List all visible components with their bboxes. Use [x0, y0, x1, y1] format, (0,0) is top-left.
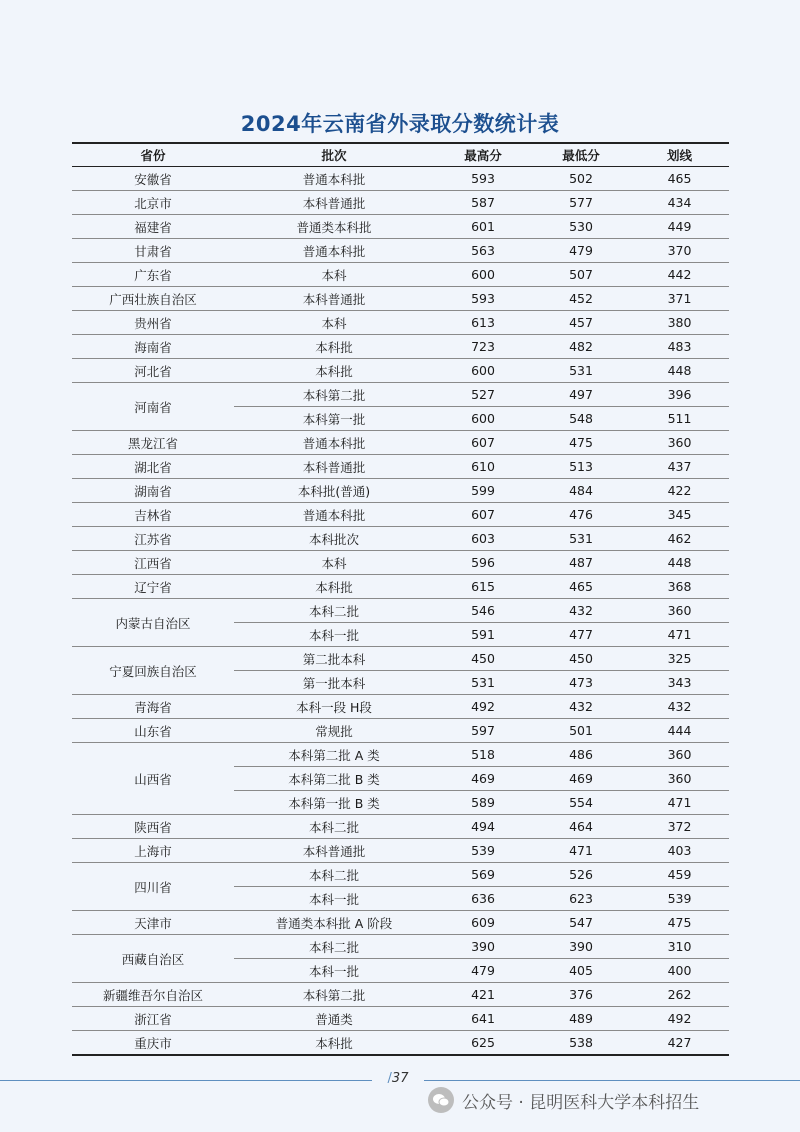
max-score-cell: 610 — [434, 455, 532, 479]
table-row — [72, 935, 729, 959]
cutoff-line-cell: 262 — [630, 983, 729, 1007]
max-score-cell: 609 — [434, 911, 532, 935]
batch-cell: 本科 — [234, 311, 434, 335]
header-batch: 批次 — [234, 143, 434, 167]
province-cell: 海南省 — [72, 335, 234, 359]
province-cell: 宁夏回族自治区 — [72, 647, 234, 695]
province-cell: 安徽省 — [72, 167, 234, 191]
min-score-cell: 477 — [532, 623, 630, 647]
min-score-cell: 479 — [532, 239, 630, 263]
cutoff-line-cell: 427 — [667, 1035, 692, 1050]
table-row — [72, 263, 729, 287]
max-score-cell: 607 — [434, 503, 532, 527]
province-cell: 西藏自治区 — [72, 935, 234, 983]
table-row — [72, 743, 729, 767]
max-score-cell: 492 — [434, 695, 532, 719]
max-score-cell: 600 — [434, 263, 532, 287]
min-score-cell: 432 — [532, 695, 630, 719]
table-row — [72, 503, 729, 527]
max-score-cell: 641 — [434, 1007, 532, 1031]
province-cell: 辽宁省 — [72, 575, 234, 599]
min-score-cell: 473 — [532, 671, 630, 695]
table-row — [72, 1031, 729, 1056]
batch-cell: 普通类本科批 A 阶段 — [234, 911, 434, 935]
min-score-cell: 513 — [532, 455, 630, 479]
table-row — [72, 359, 729, 383]
table-row — [72, 287, 729, 311]
min-score-cell: 548 — [532, 407, 630, 431]
table-header-row — [72, 143, 729, 167]
province-cell: 河北省 — [72, 359, 234, 383]
cutoff-line-cell: 444 — [630, 719, 729, 743]
max-score-cell: 600 — [434, 359, 532, 383]
province-cell: 贵州省 — [72, 311, 234, 335]
cutoff-line-cell: 442 — [630, 263, 729, 287]
min-score-cell: 432 — [532, 599, 630, 623]
table-row — [72, 479, 729, 503]
max-score-cell: 596 — [434, 551, 532, 575]
batch-cell: 普通类本科批 — [234, 215, 434, 239]
min-score-cell: 487 — [532, 551, 630, 575]
max-score-cell: 597 — [434, 719, 532, 743]
min-score-cell: 471 — [532, 839, 630, 863]
province-cell: 江苏省 — [72, 527, 234, 551]
batch-cell: 本科 — [234, 263, 434, 287]
batch-cell: 本科普通批 — [234, 839, 434, 863]
max-score-cell: 569 — [434, 863, 532, 887]
cutoff-line-cell: 371 — [630, 287, 729, 311]
table-body — [72, 167, 729, 1056]
cutoff-line-cell: 360 — [630, 767, 729, 791]
table-row — [72, 527, 729, 551]
province-cell: 青海省 — [72, 695, 234, 719]
cutoff-line-cell: 448 — [630, 359, 729, 383]
batch-cell: 本科第一批 B 类 — [234, 791, 434, 815]
province-cell: 湖南省 — [72, 479, 234, 503]
page-number-value: 37 — [391, 1071, 409, 1086]
table-row — [72, 215, 729, 239]
max-score-cell: 593 — [434, 287, 532, 311]
province-cell: 吉林省 — [72, 503, 234, 527]
max-score-cell: 600 — [434, 407, 532, 431]
province-cell: 广东省 — [72, 263, 234, 287]
batch-cell: 本科批 — [315, 1035, 353, 1051]
admission-score-table — [72, 142, 729, 1056]
max-score-cell: 593 — [434, 167, 532, 191]
max-score-cell: 518 — [434, 743, 532, 767]
batch-cell: 本科普通批 — [234, 287, 434, 311]
min-score-cell: 405 — [532, 959, 630, 983]
min-score-cell: 390 — [532, 935, 630, 959]
max-score-cell: 607 — [434, 431, 532, 455]
max-score-cell: 615 — [434, 575, 532, 599]
batch-cell: 本科批(普通) — [234, 479, 434, 503]
province-cell: 四川省 — [72, 863, 234, 911]
cutoff-line-cell: 422 — [630, 479, 729, 503]
min-score-cell: 450 — [532, 647, 630, 671]
table-row — [72, 311, 729, 335]
batch-cell: 本科 — [234, 551, 434, 575]
cutoff-line-cell: 539 — [630, 887, 729, 911]
max-score-cell: 625 — [471, 1035, 495, 1050]
max-score-cell: 589 — [434, 791, 532, 815]
min-score-cell: 469 — [532, 767, 630, 791]
cutoff-line-cell: 360 — [630, 431, 729, 455]
cutoff-line-cell: 492 — [630, 1007, 729, 1031]
province-cell: 山西省 — [72, 743, 234, 815]
min-score-cell: 475 — [532, 431, 630, 455]
batch-cell: 普通本科批 — [234, 239, 434, 263]
min-score-cell: 497 — [532, 383, 630, 407]
table-row — [72, 911, 729, 935]
cutoff-line-cell: 345 — [630, 503, 729, 527]
min-score-cell: 538 — [569, 1035, 593, 1050]
batch-cell: 普通本科批 — [234, 167, 434, 191]
header-cutoff-line: 划线 — [630, 143, 729, 167]
max-score-cell: 587 — [434, 191, 532, 215]
min-score-cell: 484 — [532, 479, 630, 503]
page-title: 2024年云南省外录取分数统计表 — [240, 112, 560, 136]
page-number: /37 — [372, 1068, 424, 1090]
cutoff-line-cell: 434 — [630, 191, 729, 215]
batch-cell: 本科第二批 — [234, 383, 434, 407]
min-score-cell: 457 — [532, 311, 630, 335]
max-score-cell: 603 — [434, 527, 532, 551]
batch-cell: 第二批本科 — [234, 647, 434, 671]
cutoff-line-cell: 475 — [630, 911, 729, 935]
table-row — [72, 239, 729, 263]
max-score-cell: 494 — [434, 815, 532, 839]
batch-cell: 本科一段 H段 — [234, 695, 434, 719]
province-cell: 新疆维吾尔自治区 — [72, 983, 234, 1007]
cutoff-line-cell: 432 — [630, 695, 729, 719]
cutoff-line-cell: 403 — [630, 839, 729, 863]
table-row — [72, 983, 729, 1007]
table-row — [72, 719, 729, 743]
min-score-cell: 526 — [532, 863, 630, 887]
max-score-cell: 563 — [434, 239, 532, 263]
header-province: 省份 — [72, 143, 234, 167]
batch-cell: 第一批本科 — [234, 671, 434, 695]
min-score-cell: 547 — [532, 911, 630, 935]
cutoff-line-cell: 400 — [630, 959, 729, 983]
cutoff-line-cell: 372 — [630, 815, 729, 839]
province-cell: 北京市 — [72, 191, 234, 215]
province-cell: 陕西省 — [72, 815, 234, 839]
max-score-cell: 591 — [434, 623, 532, 647]
batch-cell: 本科二批 — [234, 863, 434, 887]
table-row — [72, 575, 729, 599]
batch-cell: 本科二批 — [234, 599, 434, 623]
batch-cell: 常规批 — [234, 719, 434, 743]
max-score-cell: 450 — [434, 647, 532, 671]
cutoff-line-cell: 471 — [630, 791, 729, 815]
batch-cell: 普通本科批 — [234, 431, 434, 455]
min-score-cell: 465 — [532, 575, 630, 599]
cutoff-line-cell: 471 — [630, 623, 729, 647]
watermark-text: 公众号 · 昆明医科大学本科招生 — [462, 1092, 700, 1113]
batch-cell: 本科一批 — [234, 623, 434, 647]
table-row — [72, 839, 729, 863]
cutoff-line-cell: 437 — [630, 455, 729, 479]
min-score-cell: 482 — [532, 335, 630, 359]
province-cell: 山东省 — [72, 719, 234, 743]
cutoff-line-cell: 448 — [630, 551, 729, 575]
min-score-cell: 452 — [532, 287, 630, 311]
table-row — [72, 455, 729, 479]
cutoff-line-cell: 310 — [630, 935, 729, 959]
max-score-cell: 527 — [434, 383, 532, 407]
cutoff-line-cell: 462 — [630, 527, 729, 551]
cutoff-line-cell: 360 — [630, 743, 729, 767]
batch-cell: 本科批 — [234, 575, 434, 599]
min-score-cell: 476 — [532, 503, 630, 527]
min-score-cell: 530 — [532, 215, 630, 239]
province-cell: 江西省 — [72, 551, 234, 575]
province-cell: 湖北省 — [72, 455, 234, 479]
province-cell: 浙江省 — [72, 1007, 234, 1031]
province-cell: 甘肃省 — [72, 239, 234, 263]
table-row — [72, 863, 729, 887]
wechat-icon — [428, 1087, 454, 1113]
table-row — [72, 431, 729, 455]
cutoff-line-cell: 368 — [630, 575, 729, 599]
table-row — [72, 335, 729, 359]
cutoff-line-cell: 459 — [630, 863, 729, 887]
province-cell: 重庆市 — [134, 1035, 172, 1051]
cutoff-line-cell: 511 — [630, 407, 729, 431]
batch-cell: 本科第一批 — [234, 407, 434, 431]
max-score-cell: 479 — [434, 959, 532, 983]
table-row — [72, 191, 729, 215]
cutoff-line-cell: 465 — [630, 167, 729, 191]
cutoff-line-cell: 483 — [630, 335, 729, 359]
province-cell: 黑龙江省 — [72, 431, 234, 455]
header-max-score: 最高分 — [434, 143, 532, 167]
batch-cell: 本科批 — [234, 359, 434, 383]
min-score-cell: 489 — [532, 1007, 630, 1031]
batch-cell: 本科二批 — [234, 935, 434, 959]
header-min-score: 最低分 — [532, 143, 630, 167]
batch-cell: 本科第二批 B 类 — [234, 767, 434, 791]
max-score-cell: 546 — [434, 599, 532, 623]
table-row — [72, 1007, 729, 1031]
table-row — [72, 551, 729, 575]
table-row — [72, 647, 729, 671]
max-score-cell: 601 — [434, 215, 532, 239]
table-row — [72, 599, 729, 623]
min-score-cell: 502 — [532, 167, 630, 191]
min-score-cell: 554 — [532, 791, 630, 815]
max-score-cell: 613 — [434, 311, 532, 335]
cutoff-line-cell: 343 — [630, 671, 729, 695]
province-cell: 广西壮族自治区 — [72, 287, 234, 311]
batch-cell: 本科二批 — [234, 815, 434, 839]
cutoff-line-cell: 396 — [630, 383, 729, 407]
min-score-cell: 501 — [532, 719, 630, 743]
max-score-cell: 421 — [434, 983, 532, 1007]
cutoff-line-cell: 380 — [630, 311, 729, 335]
batch-cell: 本科批 — [234, 335, 434, 359]
cutoff-line-cell: 360 — [630, 599, 729, 623]
province-cell: 上海市 — [72, 839, 234, 863]
max-score-cell: 390 — [434, 935, 532, 959]
batch-cell: 本科一批 — [234, 887, 434, 911]
max-score-cell: 599 — [434, 479, 532, 503]
min-score-cell: 577 — [532, 191, 630, 215]
max-score-cell: 636 — [434, 887, 532, 911]
province-cell: 福建省 — [72, 215, 234, 239]
table-row — [72, 695, 729, 719]
table-row — [72, 167, 729, 191]
min-score-cell: 507 — [532, 263, 630, 287]
batch-cell: 本科普通批 — [234, 191, 434, 215]
table-row — [72, 815, 729, 839]
batch-cell: 本科普通批 — [234, 455, 434, 479]
watermark — [428, 1086, 699, 1114]
batch-cell: 本科第二批 — [234, 983, 434, 1007]
min-score-cell: 531 — [532, 527, 630, 551]
max-score-cell: 469 — [434, 767, 532, 791]
max-score-cell: 723 — [434, 335, 532, 359]
table-row — [72, 383, 729, 407]
batch-cell: 普通类 — [234, 1007, 434, 1031]
cutoff-line-cell: 370 — [630, 239, 729, 263]
batch-cell: 普通本科批 — [234, 503, 434, 527]
max-score-cell: 531 — [434, 671, 532, 695]
max-score-cell: 539 — [434, 839, 532, 863]
province-cell: 内蒙古自治区 — [72, 599, 234, 647]
min-score-cell: 376 — [532, 983, 630, 1007]
min-score-cell: 464 — [532, 815, 630, 839]
batch-cell: 本科一批 — [234, 959, 434, 983]
batch-cell: 本科第二批 A 类 — [234, 743, 434, 767]
batch-cell: 本科批次 — [234, 527, 434, 551]
min-score-cell: 531 — [532, 359, 630, 383]
min-score-cell: 486 — [532, 743, 630, 767]
province-cell: 天津市 — [72, 911, 234, 935]
cutoff-line-cell: 325 — [630, 647, 729, 671]
province-cell: 河南省 — [72, 383, 234, 431]
min-score-cell: 623 — [532, 887, 630, 911]
cutoff-line-cell: 449 — [630, 215, 729, 239]
